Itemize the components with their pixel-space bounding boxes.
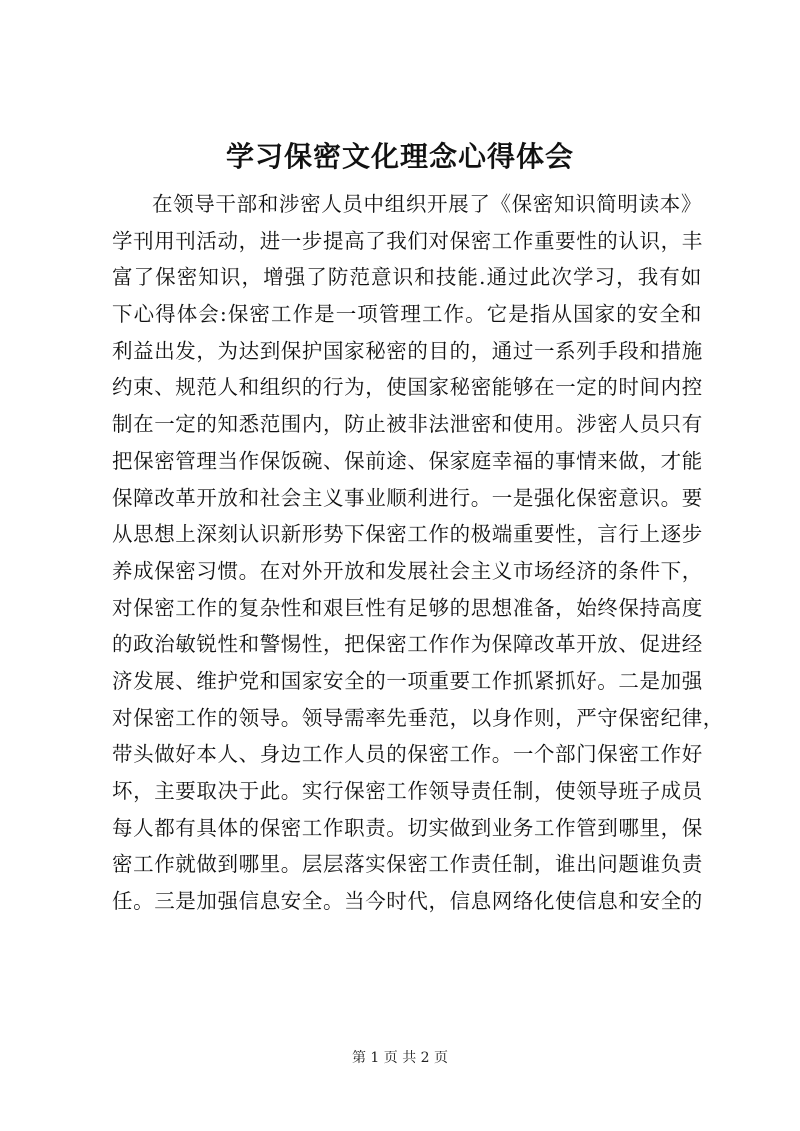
document-title: 学习保密文化理念心得体会 (225, 140, 574, 173)
body-line: 对保密工作的领导。领导需率先垂范，以身作则，严守保密纪律， (112, 705, 724, 730)
body-line: 每人都有具体的保密工作职责。切实做到业务工作管到哪里，保 (112, 815, 703, 840)
body-line: 利益出发，为达到保护国家秘密的目的，通过一系列手段和措施 (112, 338, 703, 363)
body-line: 学刊用刊活动，进一步提高了我们对保密工作重要性的认识，丰 (112, 228, 703, 253)
body-line: 从思想上深刻认识新形势下保密工作的极端重要性，言行上逐步 (112, 522, 703, 547)
body-line: 约束、规范人和组织的行为，使国家秘密能够在一定的时间内控 (112, 375, 703, 400)
body-line: 带头做好本人、身边工作人员的保密工作。一个部门保密工作好 (112, 742, 703, 767)
body-line: 富了保密知识，增强了防范意识和技能.通过此次学习，我有如 (112, 265, 702, 290)
body-line: 在领导干部和涉密人员中组织开展了《保密知识简明读本》 (152, 192, 702, 216)
body-line: 把保密管理当作保饭碗、保前途、保家庭幸福的事情来做，才能 (112, 448, 703, 473)
body-line: 的政治敏锐性和警惕性，把保密工作作为保障改革开放、促进经 (112, 632, 703, 657)
body-line: 任。三是加强信息安全。当今时代，信息网络化使信息和安全的 (112, 889, 703, 914)
body-line: 密工作就做到哪里。层层落实保密工作责任制，谁出问题谁负责 (112, 852, 703, 877)
body-line: 对保密工作的复杂性和艰巨性有足够的思想准备，始终保持高度 (112, 595, 703, 620)
body-line: 养成保密习惯。在对外开放和发展社会主义市场经济的条件下， (112, 558, 703, 583)
page-number-footer: 第 1 页 共 2 页 (351, 1050, 449, 1066)
body-line: 保障改革开放和社会主义事业顺利进行。一是强化保密意识。要 (112, 485, 703, 510)
body-line: 坏，主要取决于此。实行保密工作领导责任制，使领导班子成员 (112, 779, 703, 803)
document-body (112, 186, 724, 920)
body-line: 下心得体会:保密工作是一项管理工作。它是指从国家的安全和 (112, 302, 702, 327)
body-line: 济发展、维护党和国家安全的一项重要工作抓紧抓好。二是加强 (112, 668, 703, 693)
body-line: 制在一定的知悉范围内，防止被非法泄密和使用。涉密人员只有 (112, 412, 703, 437)
